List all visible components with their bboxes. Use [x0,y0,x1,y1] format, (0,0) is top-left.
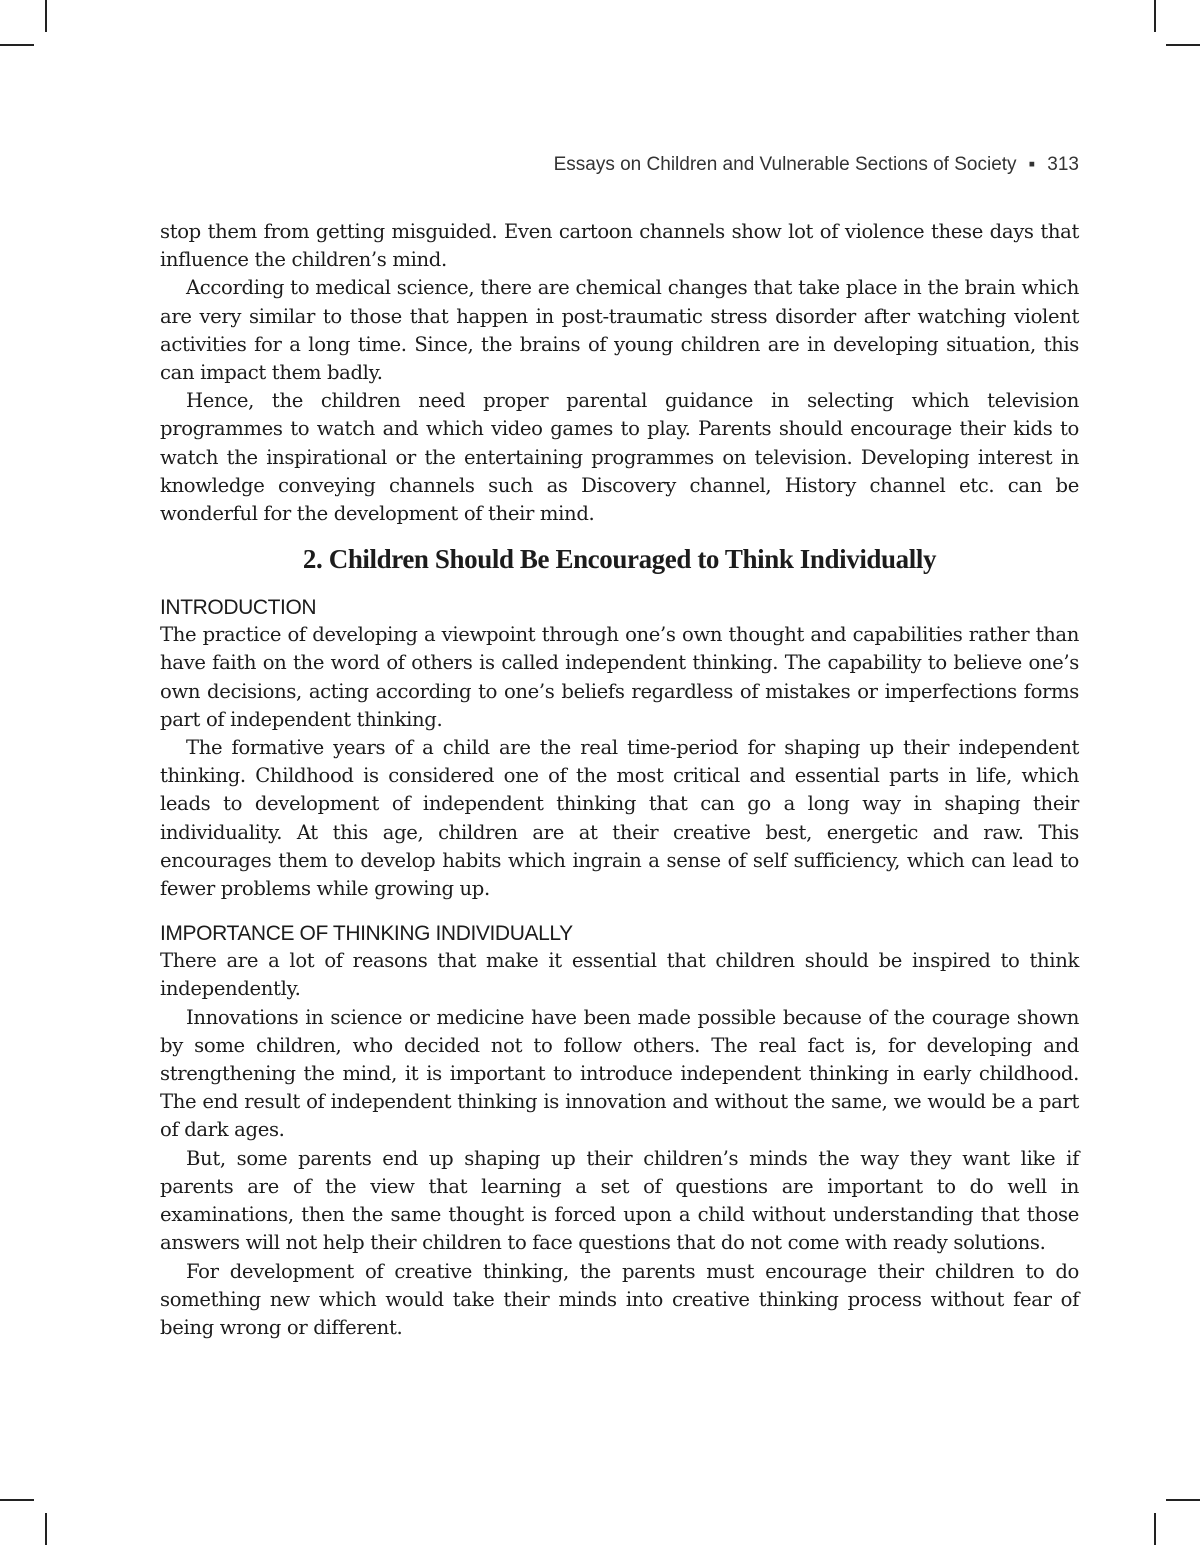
running-head-title: Essays on Children and Vulnerable Sections of Society [553,154,1017,175]
crop-mark-bottom-left-horizontal [0,1499,34,1501]
paragraph: But, some parents end up shaping up their children’s minds the way they want like if parents are of the view that learning a set of questions are important to do well in examinations, then the same thought is forced upon a child without understanding that those answers will not help their children to face questions that do not come with ready solutions. [160,1146,1079,1255]
section-heading-importance: IMPORTANCE OF THINKING INDIVIDUALLY [160,922,573,946]
chapter-title: 2. Children Should Be Encouraged to Think Individually [302,544,937,575]
paragraph: The practice of developing a viewpoint through one’s own thought and capabilities rather than have faith on the word of others is called independent thinking. The capability to believe one’s own decisions, acting according to one’s beliefs regardless of mistakes or imperfections forms part of independent thinking. [160,623,1079,731]
paragraph: Innovations in science or medicine have been made possible because of the courage shown by some children, who decided not to follow others. The real fact is, for developing and strengthening the mind, it is important to introduce independent thinking in early childhood. The end result of independent thinking is innovation and without the same, we would be a part of dark ages. [160,1005,1079,1142]
crop-mark-top-right-horizontal [1166,44,1200,46]
paragraph: The formative years of a child are the real time-period for shaping up their independent thinking. Childhood is considered one of the most critical and essential parts in life, which leads to development of independent thinking that can go a long way in shaping their individuality. At this age, children are at their creative best, energetic and raw. This encourages them to develop habits which ingrain a sense of self sufficiency, which can lead to fewer problems while growing up. [160,736,1079,901]
paragraph: Hence, the children need proper parental guidance in selecting which television programmes to watch and which video games to play. Parents should encourage their kids to watch the inspirational or the entertaining programmes on television. Developing interest in knowledge conveying channels such as Discovery channel, History channel etc. can be wonderful for the development of their mind. [160,389,1079,526]
crop-mark-bottom-right-vertical [1154,1513,1156,1545]
running-head [554,154,1079,176]
paragraph: For development of creative thinking, the parents must encourage their children to do something new which would take their minds into creative thinking process without fear of being wrong or different. [160,1259,1079,1339]
paragraph: There are a lot of reasons that make it essential that children should be inspired to think independently. [160,949,1079,1001]
crop-mark-bottom-right-horizontal [1166,1499,1200,1501]
crop-mark-top-left-horizontal [0,44,34,46]
page-body [160,218,1079,1342]
crop-mark-top-left-vertical [45,0,47,32]
paragraph-continuation: stop them from getting misguided. Even cartoon channels show lot of violence these days that influence the children’s mind. [160,220,1079,272]
crop-mark-bottom-left-vertical [45,1513,47,1545]
section-heading-introduction: INTRODUCTION [160,596,317,620]
paragraph: According to medical science, there are chemical changes that take place in the brain which are very similar to those that happen in post-traumatic stress disorder after watching violent activities for a long time. Since, the brains of young children are in developing situation, this can impact them badly. [160,276,1079,385]
crop-mark-top-right-vertical [1154,0,1156,32]
running-head-separator: ▪ [1028,154,1036,175]
page-number: 313 [1047,154,1079,175]
